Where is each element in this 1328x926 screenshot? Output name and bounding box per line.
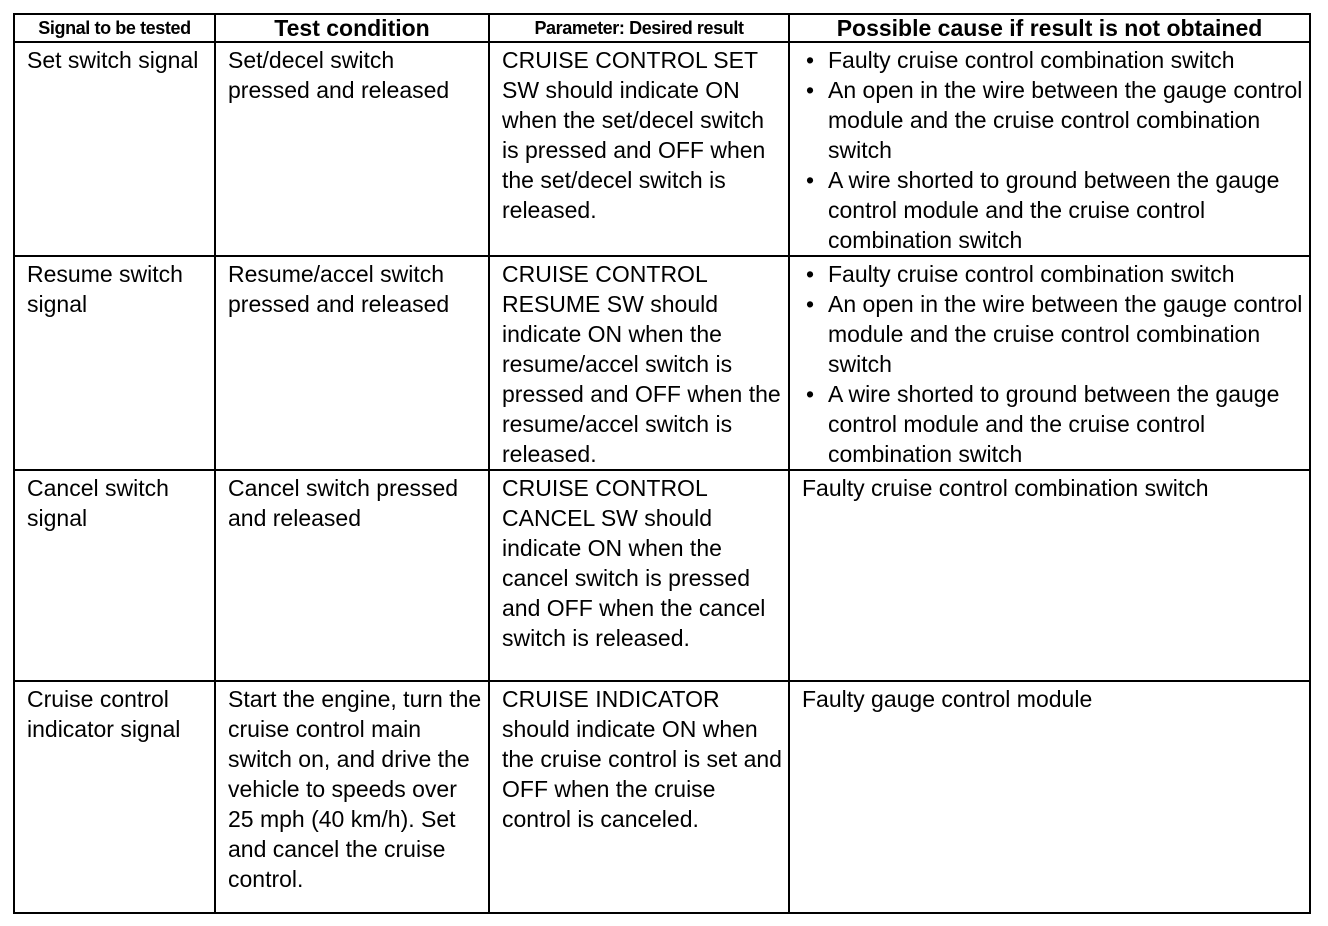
cause-item [802,379,1303,469]
condition-text: Resume/accel switch pressed and released [228,261,450,317]
cause-text: A wire shorted to ground between the gauge control module and the cruise control combination switch [828,167,1280,253]
table-header [14,14,1310,42]
bullet-icon: • [806,291,815,317]
result-cell [489,256,789,470]
cause-cell [789,681,1310,913]
cause-item [802,75,1303,165]
condition-cell [215,256,489,470]
cause-cell [789,42,1310,256]
table-row [14,42,1310,256]
signal-cell [14,42,215,256]
cause-item [802,45,1303,75]
signal-text: Cancel switch signal [27,475,169,531]
bullet-icon: • [806,167,815,193]
cause-text: Faulty cruise control combination switch [828,261,1235,287]
header-signal: Signal to be tested [14,14,215,42]
result-cell [489,681,789,913]
bullet-icon: • [806,261,815,287]
cause-list [802,45,1303,255]
bullet-icon: • [806,77,815,103]
result-text: CRUISE CONTROL CANCEL SW should indicate ON when the cancel switch is pressed and OFF when the cancel switch is released. [502,475,766,651]
header-desired-result: Parameter: Desired result [489,14,789,42]
condition-text: Set/decel switch pressed and released [228,47,450,103]
bullet-icon: • [806,47,815,73]
cause-item [802,289,1303,379]
cause-text: Faulty cruise control combination switch [828,47,1235,73]
cause-text: An open in the wire between the gauge control module and the cruise control combination switch [828,77,1303,163]
cause-item [802,259,1303,289]
cause-list [802,259,1303,469]
signal-cell [14,256,215,470]
signal-text: Set switch signal [27,47,199,73]
cause-text: An open in the wire between the gauge control module and the cruise control combination switch [828,291,1303,377]
cause-text: Faulty cruise control combination switch [802,475,1209,501]
signal-text: Resume switch signal [27,261,183,317]
condition-text: Cancel switch pressed and released [228,475,459,531]
diagnostic-table [13,13,1311,914]
result-text: CRUISE CONTROL RESUME SW should indicate ON when the resume/accel switch is pressed and OFF when the resume/accel switch is released. [502,261,781,467]
signal-cell [14,470,215,681]
table-body [14,42,1310,913]
bullet-icon: • [806,381,815,407]
cause-text: Faulty gauge control module [802,686,1093,712]
result-text: CRUISE CONTROL SET SW should indicate ON when the set/decel switch is pressed and OFF when the set/decel switch is released. [502,47,766,223]
condition-cell [215,470,489,681]
cause-cell [789,256,1310,470]
table-row [14,470,1310,681]
condition-cell [215,42,489,256]
result-cell [489,470,789,681]
condition-text: Start the engine, turn the cruise control main switch on, and drive the vehicle to speeds over 25 mph (40 km/h). Set and cancel the cruise control. [228,686,482,892]
table-row [14,681,1310,913]
result-text: CRUISE INDICATOR should indicate ON when the cruise control is set and OFF when the cruise control is canceled. [502,686,782,832]
table-row [14,256,1310,470]
header-test-condition: Test condition [215,14,489,42]
header-row [14,14,1310,42]
cause-item [802,165,1303,255]
header-possible-cause: Possible cause if result is not obtained [789,14,1310,42]
cause-cell [789,470,1310,681]
condition-cell [215,681,489,913]
signal-cell [14,681,215,913]
signal-text: Cruise control indicator signal [27,686,181,742]
result-cell [489,42,789,256]
cause-text: A wire shorted to ground between the gauge control module and the cruise control combination switch [828,381,1280,467]
